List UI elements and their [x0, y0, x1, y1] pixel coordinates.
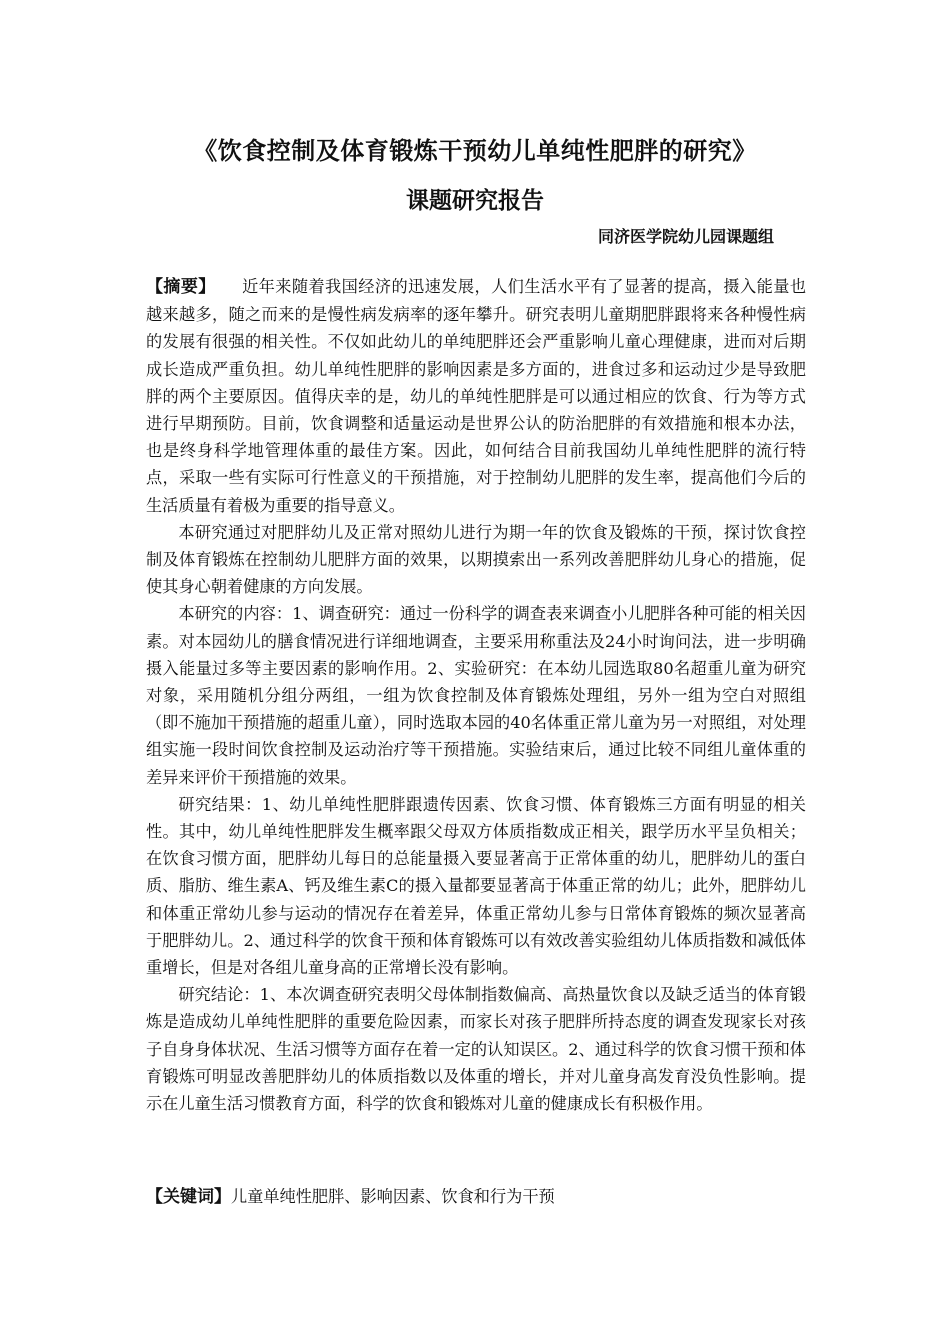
- abstract-paragraph-3: 本研究的内容：1、调查研究：通过一份科学的调查表来调查小儿肥胖各种可能的相关因素。对本园幼儿的膳食情况进行详细地调查，主要采用称重法及24小时询问法，进一步明确摄入能量过多等主要因素的影响作用。2、实验研究：在本幼儿园选取80名超重儿童为研究对象，采用随机分组分两组，一组为饮食控制及体育锻炼处理组，另外一组为空白对照组（即不施加干预措施的超重儿童），同时选取本园的40名体重正常儿童为另一对照组，对处理组实施一段时间饮食控制及运动治疗等干预措施。实验结束后，通过比较不同组儿童体重的差异来评价干预措施的效果。: [146, 604, 806, 787]
- abstract-paragraph-5: 研究结论：1、本次调查研究表明父母体制指数偏高、高热量饮食以及缺乏适当的体育锻炼是造成幼儿单纯性肥胖的重要危险因素，而家长对孩子肥胖所持态度的调查发现家长对孩子自身身体状况、生活习惯等方面存在着一定的认知误区。2、通过科学的饮食习惯干预和体育锻炼可明显改善肥胖幼儿的体质指数以及体重的增长，并对儿童身高发育没负性影响。提示在儿童生活习惯教育方面，科学的饮食和锻炼对儿童的健康成长有积极作用。: [146, 985, 806, 1114]
- keywords-section: [146, 1183, 806, 1211]
- keywords-text: 儿童单纯性肥胖、影响因素、饮食和行为干预: [231, 1187, 555, 1206]
- abstract-section: [146, 273, 806, 1117]
- document-subtitle: 课题研究报告: [406, 188, 544, 214]
- abstract-paragraph-4: 研究结果：1、幼儿单纯性肥胖跟遗传因素、饮食习惯、体育锻炼三方面有明显的相关性。其中，幼儿单纯性肥胖发生概率跟父母双方体质指数成正相关，跟学历水平呈负相关；在饮食习惯方面，肥胖幼儿每日的总能量摄入要显著高于正常体重的幼儿，肥胖幼儿的蛋白质、脂肪、维生素A、钙及维生素C的摄入量都要显著高于体重正常的幼儿；此外，肥胖幼儿和体重正常幼儿参与运动的情况存在着差异，体重正常幼儿参与日常体育锻炼的频次显著高于肥胖幼儿。2、通过科学的饮食干预和体育锻炼可以有效改善实验组幼儿体质指数和减低体重增长，但是对各组儿童身高的正常增长没有影响。: [146, 794, 806, 978]
- document-author: 同济医学院幼儿园课题组: [597, 227, 774, 246]
- abstract-paragraph-1: [146, 273, 806, 519]
- keywords-label: 【关键词】: [146, 1187, 231, 1207]
- abstract-paragraph-2: 本研究通过对肥胖幼儿及正常对照幼儿进行为期一年的饮食及锻炼的干预，探讨饮食控制及体育锻炼在控制幼儿肥胖方面的效果，以期摸索出一系列改善肥胖幼儿身心的措施，促使其身心朝着健康的方向发展。: [146, 522, 806, 597]
- document-title: 《饮食控制及体育锻炼干预幼儿单纯性肥胖的研究》: [193, 137, 757, 165]
- abstract-lead-text: 近年来随着我国经济的迅速发展，人们生活水平有了显著的提高，摄入能量也越来越多，随之而来的是慢性病发病率的逐年攀升。研究表明儿童期肥胖跟将来各种慢性病的发展有很强的相关性。不仅如此幼儿的单纯肥胖还会严重影响儿童心理健康，进而对后期成长造成严重负担。幼儿单纯性肥胖的影响因素是多方面的，进食过多和运动过少是导致肥胖的两个主要原因。值得庆幸的是，幼儿的单纯性肥胖是可以通过相应的饮食、行为等方式进行早期预防。目前，饮食调整和适量运动是世界公认的防治肥胖的有效措施和根本办法，也是终身科学地管理体重的最佳方案。因此，如何结合目前我国幼儿单纯性肥胖的流行特点，采取一些有实际可行性意义的干预措施，对于控制幼儿肥胖的发生率，提高他们今后的生活质量有着极为重要的指导意义。: [146, 277, 807, 515]
- abstract-label: 【摘要】: [146, 277, 216, 297]
